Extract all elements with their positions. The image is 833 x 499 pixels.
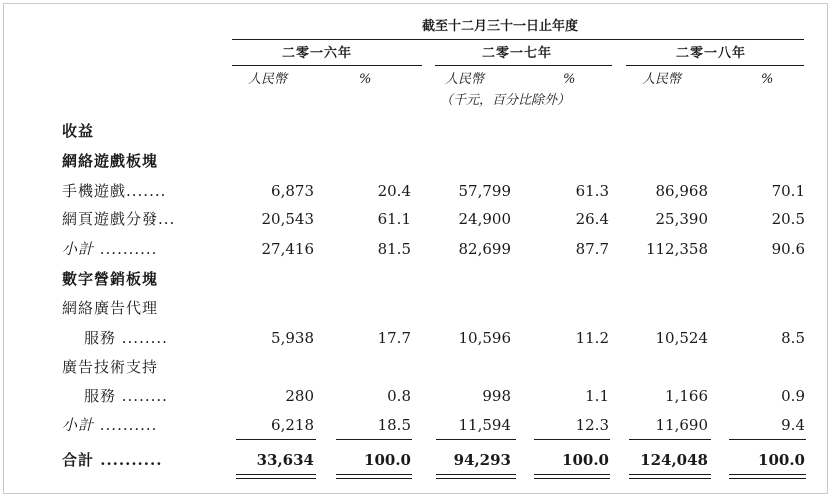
- total-double-rule: [336, 474, 412, 479]
- year-2017: 二零一七年: [482, 46, 553, 61]
- period-heading: 截至十二月三十一日止年度: [422, 19, 579, 34]
- cell: 998: [482, 387, 511, 405]
- cell: 17.7: [377, 329, 411, 347]
- cell: 124,048: [640, 451, 708, 469]
- pct-label-2017: %: [563, 72, 576, 87]
- cell: 11,594: [458, 416, 511, 434]
- row-online-ad-service-label: 服務 ........: [84, 329, 168, 347]
- cell: 1.1: [585, 387, 609, 405]
- section-revenue: 收益: [62, 122, 95, 140]
- row-online-ad-label: 網絡廣告代理: [62, 299, 159, 317]
- cell: 94,293: [453, 451, 511, 469]
- unit-note: （千元，百分比除外）: [440, 93, 571, 108]
- cell: 12.3: [575, 416, 609, 434]
- subtotal-rule: [729, 439, 806, 440]
- cell: 0.9: [781, 387, 805, 405]
- row-mobile-games-label: 手機遊戲.......: [62, 182, 167, 200]
- row-subtotal-2-label: 小計 ..........: [62, 416, 158, 434]
- document-frame: [3, 3, 828, 494]
- cell: 70.1: [771, 182, 805, 200]
- year-rule-2018: [626, 65, 804, 66]
- total-double-rule: [436, 474, 516, 479]
- cell: 61.3: [575, 182, 609, 200]
- cell: 33,634: [256, 451, 314, 469]
- cell: 82,699: [458, 240, 511, 258]
- cell: 112,358: [645, 240, 708, 258]
- cell: 6,873: [271, 182, 314, 200]
- cell: 100.0: [562, 451, 609, 469]
- subtotal-rule: [629, 439, 711, 440]
- cell: 81.5: [377, 240, 411, 258]
- section-digital-marketing: 數字營銷板塊: [62, 270, 159, 288]
- cell: 280: [285, 387, 314, 405]
- header-rule: [232, 39, 804, 40]
- cell: 87.7: [575, 240, 609, 258]
- cell: 20.5: [771, 210, 805, 228]
- cell: 100.0: [364, 451, 411, 469]
- cell: 5,938: [271, 329, 314, 347]
- subtotal-rule: [436, 439, 516, 440]
- revenue-table: [4, 4, 829, 495]
- cell: 90.6: [771, 240, 805, 258]
- cell: 18.5: [377, 416, 411, 434]
- year-rule-2016: [232, 65, 422, 66]
- cell: 20,543: [261, 210, 314, 228]
- row-total-label: 合計 ..........: [62, 451, 163, 469]
- cell: 11,690: [655, 416, 708, 434]
- cell: 11.2: [575, 329, 609, 347]
- total-double-rule: [729, 474, 806, 479]
- cell: 24,900: [458, 210, 511, 228]
- currency-label-2017: 人民幣: [445, 72, 485, 87]
- cell: 61.1: [377, 210, 411, 228]
- row-ad-tech-service-label: 服務 ........: [84, 387, 168, 405]
- cell: 25,390: [655, 210, 708, 228]
- year-2016: 二零一六年: [282, 46, 353, 61]
- subtotal-rule: [236, 439, 316, 440]
- subtotal-rule: [336, 439, 412, 440]
- cell: 27,416: [261, 240, 314, 258]
- cell: 20.4: [377, 182, 411, 200]
- cell: 6,218: [271, 416, 314, 434]
- cell: 1,166: [665, 387, 708, 405]
- total-double-rule: [534, 474, 610, 479]
- cell: 0.8: [387, 387, 411, 405]
- cell: 86,968: [655, 182, 708, 200]
- cell: 9.4: [781, 416, 805, 434]
- year-rule-2017: [435, 65, 612, 66]
- total-double-rule: [236, 474, 316, 479]
- cell: 26.4: [575, 210, 609, 228]
- year-2018: 二零一八年: [676, 46, 747, 61]
- cell: 8.5: [781, 329, 805, 347]
- currency-label-2018: 人民幣: [642, 72, 682, 87]
- total-double-rule: [629, 474, 711, 479]
- cell: 10,596: [458, 329, 511, 347]
- cell: 57,799: [458, 182, 511, 200]
- row-ad-tech-label: 廣告技術支持: [62, 358, 159, 376]
- subtotal-rule: [534, 439, 610, 440]
- cell: 100.0: [758, 451, 805, 469]
- currency-label-2016: 人民幣: [248, 72, 288, 87]
- pct-label-2018: %: [761, 72, 774, 87]
- row-web-games-label: 網頁遊戲分發...: [62, 210, 176, 228]
- section-online-games: 網絡遊戲板塊: [62, 152, 159, 170]
- cell: 10,524: [655, 329, 708, 347]
- row-subtotal-1-label: 小計 ..........: [62, 240, 158, 258]
- pct-label-2016: %: [359, 72, 372, 87]
